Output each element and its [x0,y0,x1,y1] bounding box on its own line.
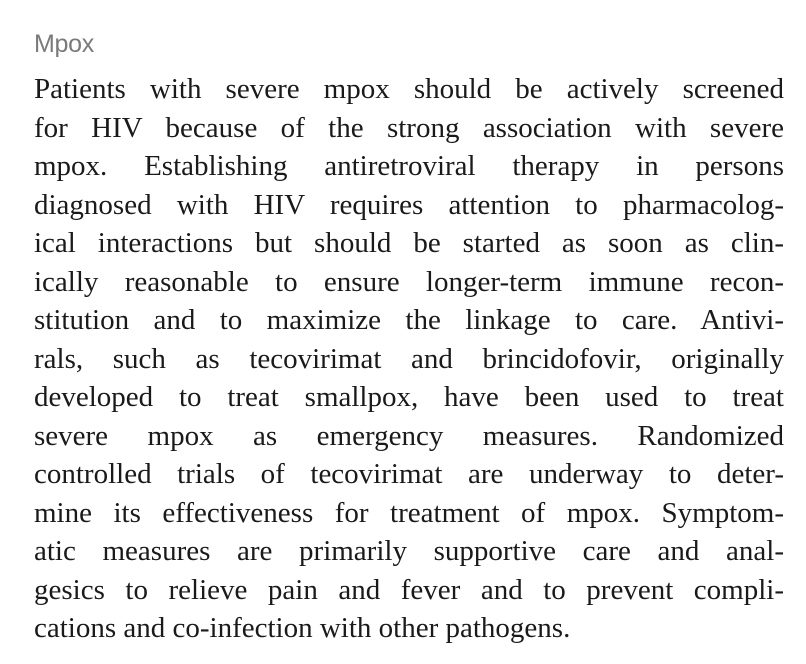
paragraph-line: severe mpox as emergency measures. Randomized [34,419,784,452]
paragraph-line: mine its effectiveness for treatment of mpox. Symptom- [34,496,784,529]
paragraph-line: ical interactions but should be started as soon as clin- [34,227,784,259]
paragraph-line: gesics to relieve pain and fever and to prevent compli- [34,573,784,606]
paragraph-line: controlled trials of tecovirimat are underway to deter- [34,458,784,490]
section-heading: Mpox [34,30,94,58]
paragraph-line: stitution and to maximize the linkage to care. Antivi- [34,304,784,336]
paragraph-line: cations and co-infection with other pathogens. [34,612,571,644]
paragraph-line: diagnosed with HIV requires attention to pharmacolog- [34,188,784,221]
paragraph-line: rals, such as tecovirimat and brincidofovir, originally [34,342,784,375]
paragraph-line: atic measures are primarily supportive care and anal- [34,535,784,567]
section-paragraph [34,70,784,648]
paragraph-line: for HIV because of the strong association with severe [34,111,784,144]
paragraph-line: mpox. Establishing antiretroviral therapy in persons [34,150,784,182]
paragraph-line: Patients with severe mpox should be actively screened [34,73,784,105]
paragraph-line: ically reasonable to ensure longer-term immune recon- [34,265,784,298]
paragraph-line: developed to treat smallpox, have been used to treat [34,381,784,413]
